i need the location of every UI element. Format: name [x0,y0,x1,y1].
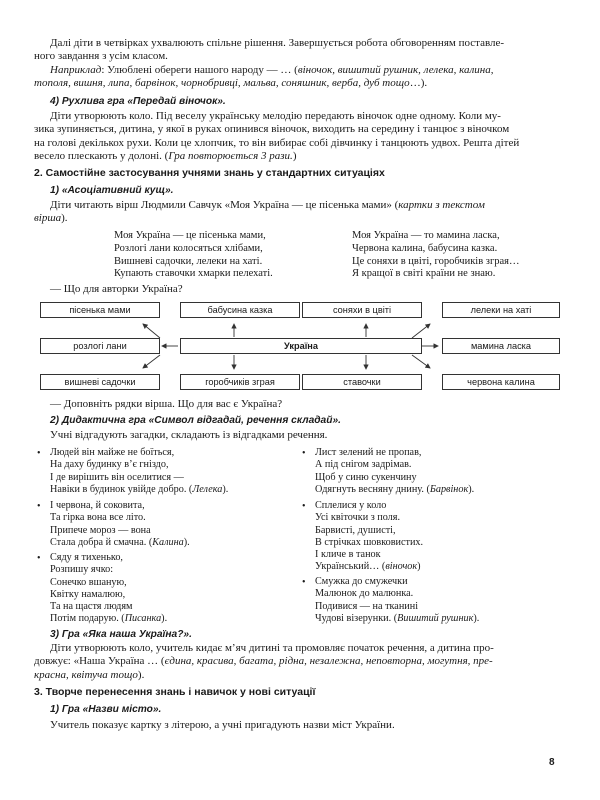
association-diagram [40,300,560,392]
diagram-box: пісенька мами [40,302,160,318]
text-line: Діти утворюють коло. Під веселу українську мелодію передають віночок одне одному. Коли му- [50,110,501,122]
riddle-4 [315,447,474,496]
riddle-line: Навіки в будинок увійде добро. ( [50,483,193,495]
riddle-3 [50,552,167,626]
riddle-answer: Калина [152,536,184,548]
section2-sub1: 1) «Асоціативний кущ». [50,185,174,196]
text-line: — Доповніть рядки вірша. Що для вас є Україна? [50,398,283,410]
riddle-answer: Барвінок [429,483,469,495]
riddle-line: А під снігом задрімав. [315,459,412,471]
text-line: зика зупиняється, дитина, у якої в руках опинився віночок, виходить на середину і танцює з віночком [34,123,510,136]
punct: ). [468,483,475,495]
text-line: Учитель показує картку з літерою, а учні пригадують назви міст України. [50,719,395,731]
poem-line: Купають ставочки хмарки пелехаті. [114,268,273,280]
poem-line: Вишневі садочки, лелеки на хаті. [114,255,263,267]
text-line: єдина, красива, багата, рідна, незалежна, неповторна, могутня, пре- [164,655,493,668]
text-line: …). [409,76,428,89]
text-line: вірша [34,212,62,225]
riddle-answer: Писанка [124,613,162,625]
text-line: : Улюблені обереги нашого народу — … ( [101,63,298,76]
poem-line: Розлогі лани колосяться хлібами, [114,242,263,254]
arrow-bottom-right [412,355,430,368]
punct: ). [473,612,480,624]
punct: ). [183,536,190,548]
riddle-line: Стала добра й смачна. ( [50,536,153,548]
poem-line: Моя Україна — це пісенька мами, [114,230,266,241]
riddle-answer: Лелека [192,483,223,495]
arrow-top-right [412,324,430,338]
complete-line [34,398,556,411]
diagram-box: червона калина [442,374,560,390]
example-list: тополя, вишня, липа, барвінок, чорнобривці, мальва, соняшник, верба, дуб тощо [34,76,410,89]
question [34,283,556,296]
riddle-line: Смужка до смужечки [315,576,408,587]
riddle-2 [50,500,190,549]
game4-title: 4) Рухлива гра «Передай віночок». [50,96,226,107]
riddle-line: Барвисті, душисті, [315,524,396,536]
riddle-line: Сяду я тихенько, [50,552,123,563]
text-line: Діти читають вірш Людмили Савчук «Моя Україна — це пісенька мами» ( [50,199,399,211]
bullet: • [302,501,306,512]
riddle-line: Людей він майже не боїться, [50,447,175,458]
intro-paragraph [34,37,556,90]
riddle-line: І де вирішить він оселитися — [50,471,184,483]
riddle-6 [315,576,479,625]
page-number: 8 [549,757,555,768]
riddle-line: Чудові візерунки. ( [315,612,398,624]
bullet: • [302,448,306,459]
poem-line: Моя Україна — то мамина ласка, [352,230,500,241]
text-line: на голові декількох рухи. Коли це хлопчик, то він вибирає собі дівчинку і танцюють удвох. Решта дітей [34,136,520,149]
riddle-line: Квітку намалюю, [50,588,126,600]
diagram-box: розлогі лани [40,338,160,354]
text-line: Діти утворюють коло, учитель кидає м’яч дитині та промовляє початок речення, а дитина про- [50,642,494,654]
riddle-line: Щоб у синю сукенчину [315,471,417,483]
text-line: ). [61,212,68,225]
riddle-line: Малюнок до малюнка. [315,588,414,600]
diagram-box: бабусина казка [180,302,300,318]
diagram-box: лелеки на хаті [442,302,560,318]
diagram-box: мамина ласка [442,338,560,354]
text-line: Далі діти в четвірках ухвалюють спільне рішення. Завершується робота обговоренням поставле- [50,37,505,49]
riddle-line: Та гірка вона все літо. [50,512,146,524]
arrow-bottom-left [143,355,160,368]
riddle-line: Подивися — на тканині [315,600,419,612]
arrow-top-left [143,324,160,338]
riddle-line: Розпишу ячко: [50,564,114,576]
riddle-answer: віночок [385,561,418,573]
example-list: віночок, вишитий рушник, лелека, калина, [297,63,494,76]
text-line: — Що для авторки Україна? [50,283,183,295]
punct: ). [222,483,229,495]
game3-title: 3) Гра «Яка наша Україна?». [50,629,192,640]
bullet: • [37,501,41,512]
riddle-answer: Вишитий рушник [397,612,474,624]
riddle-line: І червона, й соковита, [50,500,145,511]
punct: ). [161,613,168,625]
poem-line: Червона калина, бабусина казка. [352,242,498,254]
riddle-line: Припече мороз — вона [50,524,151,536]
section2-paragraph [34,199,556,226]
text-line: Учні відгадують загадки, складають із відгадками речення. [50,429,328,441]
bullet: • [37,448,41,459]
riddle-line: Усі квіточки з поля. [315,512,400,524]
poem-line: Це соняхи в цвіті, горобчиків зграя… [352,255,520,267]
diagram-box: соняхи в цвіті [302,302,422,318]
riddle-1 [50,447,228,496]
poem-right [352,230,520,281]
riddle-line: Лист зелений не пропав, [315,447,422,458]
riddle-line: Український… ( [315,561,386,573]
text-line: картки з текстом [398,199,485,211]
poem-line: Я кращої в світі країни не знаю. [352,268,496,280]
section3-title: 3. Творче перенесення знань і навичок у нові ситуації [34,686,316,698]
text-line: весело плескають у долоні. ( [34,149,169,162]
game3-paragraph [34,642,556,682]
riddle-line: Сонечко вшаную, [50,576,127,588]
poem-left [114,230,273,281]
riddle-line: Сплелися у коло [315,500,387,511]
riddle-5 [315,500,423,574]
text-line: ) [292,149,297,162]
text-line: красна, квітуча тощо [34,668,138,681]
diagram-center-box: Україна [180,338,422,354]
punct: ) [417,561,421,573]
bullet: • [37,553,41,564]
section3-sub: 1) Гра «Назви місто». [50,704,162,715]
section3-paragraph [34,719,556,732]
riddle-line: На даху будинку в’є гніздо, [50,459,169,471]
text-line: Гра повторюється 3 рази. [168,149,293,162]
diagram-box: вишневі садочки [40,374,160,390]
game2-paragraph [34,429,556,442]
riddle-line: І кличе в танок [315,549,381,561]
bullet: • [302,577,306,588]
text-line: ). [137,668,145,681]
text-line: ного завдання з усім класом. [34,50,168,63]
riddle-line: Потім подарую. ( [50,613,125,625]
section2-title: 2. Самостійне застосування учнями знань у стандартних ситуаціях [34,167,385,179]
riddle-line: В стрічках шовковистих. [315,536,424,548]
example-label: Наприклад [50,63,102,76]
diagram-box: ставочки [302,374,422,390]
riddle-line: Та на щастя людям [50,601,133,613]
game2-title: 2) Дидактична гра «Символ відгадай, речення складай». [50,415,341,426]
text-line: довжує: «Наша Україна … ( [34,655,165,668]
riddle-line: Одягнуть весняну днину. ( [315,483,430,495]
diagram-box: горобчиків зграя [180,374,300,390]
game4-paragraph [34,110,556,163]
